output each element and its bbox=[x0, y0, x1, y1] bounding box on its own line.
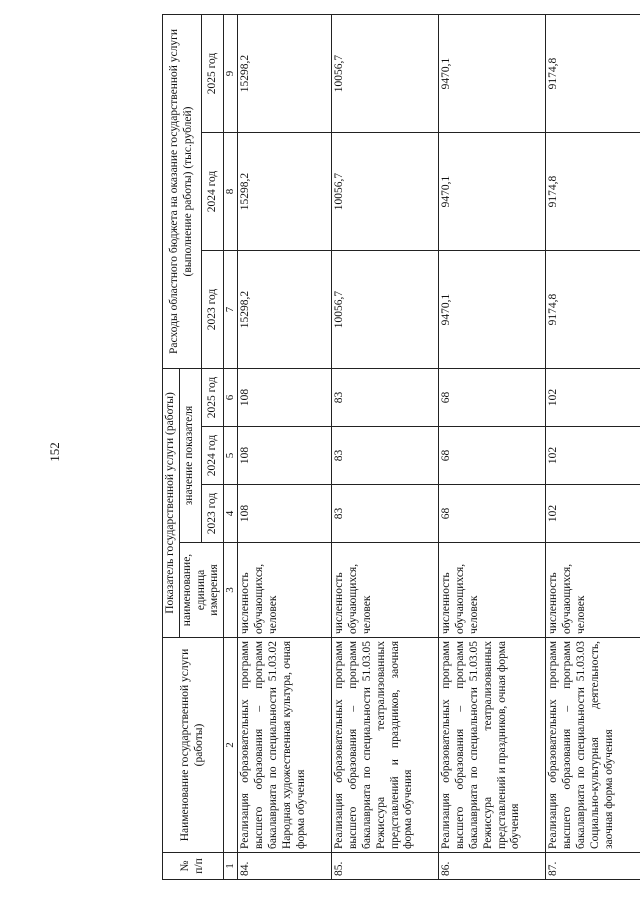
value-2023: 102 bbox=[546, 485, 640, 543]
expense-2024: 10056,7 bbox=[332, 133, 439, 251]
row-number: 84. bbox=[238, 853, 332, 880]
row-number: 87. bbox=[546, 853, 640, 880]
value-2025: 102 bbox=[546, 369, 640, 427]
expense-2023: 9470,1 bbox=[439, 251, 546, 369]
service-name: Реализация образовательных программ высшего образования – программ бакалавриата по специальности 51.03.02 Народная художественная культура, очная форма обучения bbox=[238, 638, 332, 853]
expense-2024: 9470,1 bbox=[439, 133, 546, 251]
expense-2025: 15298,2 bbox=[238, 15, 332, 133]
value-2025: 83 bbox=[332, 369, 439, 427]
value-2025: 68 bbox=[439, 369, 546, 427]
column-number: 6 bbox=[224, 369, 238, 427]
indicator-unit: численность обучающихся, человек bbox=[439, 543, 546, 638]
value-2025: 108 bbox=[238, 369, 332, 427]
service-name: Реализация образовательных программ высшего образования – программ бакалавриата по специальности 51.03.03 Социально-культурная деятельность, заочная форма обучения bbox=[546, 638, 640, 853]
header-group-indicator: Показатель государственной услуги (работы) bbox=[163, 369, 180, 638]
value-2024: 83 bbox=[332, 427, 439, 485]
header-value-2025: 2025 год bbox=[201, 369, 223, 427]
row-number: 86. bbox=[439, 853, 546, 880]
column-number: 5 bbox=[224, 427, 238, 485]
table-row bbox=[439, 15, 546, 880]
indicator-unit: численность обучающихся, человек bbox=[332, 543, 439, 638]
expense-2025: 9470,1 bbox=[439, 15, 546, 133]
service-name: Реализация образовательных программ высшего образования – программ бакалавриата по специальности 51.03.05 Режиссура театрализованных представлений и праздников, заочная форма обучения bbox=[332, 638, 439, 853]
service-name: Реализация образовательных программ высшего образования – программ бакалавриата по специальности 51.03.05 Режиссура театрализованных представлений и праздников, очная форма обучения bbox=[439, 638, 546, 853]
expense-2024: 9174,8 bbox=[546, 133, 640, 251]
header-expense-2025: 2025 год bbox=[201, 15, 223, 133]
header-value-2023: 2023 год bbox=[201, 485, 223, 543]
header-col-name: Наименование государственной услуги (работы) bbox=[163, 638, 224, 853]
table-row bbox=[238, 15, 332, 880]
header-col-no: № п/п bbox=[163, 853, 224, 880]
indicator-unit: численность обучающихся, человек bbox=[546, 543, 640, 638]
header-group-expense: Расходы областного бюджета на оказание государственной услуги (выполнение работы) (тыс.рублей) bbox=[163, 15, 202, 369]
expense-2024: 15298,2 bbox=[238, 133, 332, 251]
value-2024: 108 bbox=[238, 427, 332, 485]
column-number: 7 bbox=[224, 251, 238, 369]
value-2023: 83 bbox=[332, 485, 439, 543]
header-expense-2023: 2023 год bbox=[201, 251, 223, 369]
expense-2025: 10056,7 bbox=[332, 15, 439, 133]
header-col-unit: наименование, единица измерения bbox=[179, 543, 223, 638]
expense-2023: 9174,8 bbox=[546, 251, 640, 369]
row-number: 85. bbox=[332, 853, 439, 880]
column-number: 9 bbox=[224, 15, 238, 133]
value-2024: 68 bbox=[439, 427, 546, 485]
expense-2025: 9174,8 bbox=[546, 15, 640, 133]
column-number: 4 bbox=[224, 485, 238, 543]
expense-2023: 15298,2 bbox=[238, 251, 332, 369]
column-number: 8 bbox=[224, 133, 238, 251]
expense-2023: 10056,7 bbox=[332, 251, 439, 369]
value-2023: 108 bbox=[238, 485, 332, 543]
table-row bbox=[546, 15, 640, 880]
table-row bbox=[332, 15, 439, 880]
column-number-row bbox=[224, 15, 238, 880]
value-2023: 68 bbox=[439, 485, 546, 543]
value-2024: 102 bbox=[546, 427, 640, 485]
header-group-value: значение показателя bbox=[179, 369, 201, 543]
column-number: 3 bbox=[224, 543, 238, 638]
indicator-unit: численность обучающихся, человек bbox=[238, 543, 332, 638]
column-number: 1 bbox=[224, 853, 238, 880]
rotated-table-container bbox=[162, 15, 640, 880]
column-number: 2 bbox=[224, 638, 238, 853]
services-table bbox=[162, 14, 640, 880]
header-value-2024: 2024 год bbox=[201, 427, 223, 485]
header-expense-2024: 2024 год bbox=[201, 133, 223, 251]
page-number: 152 bbox=[47, 442, 62, 462]
